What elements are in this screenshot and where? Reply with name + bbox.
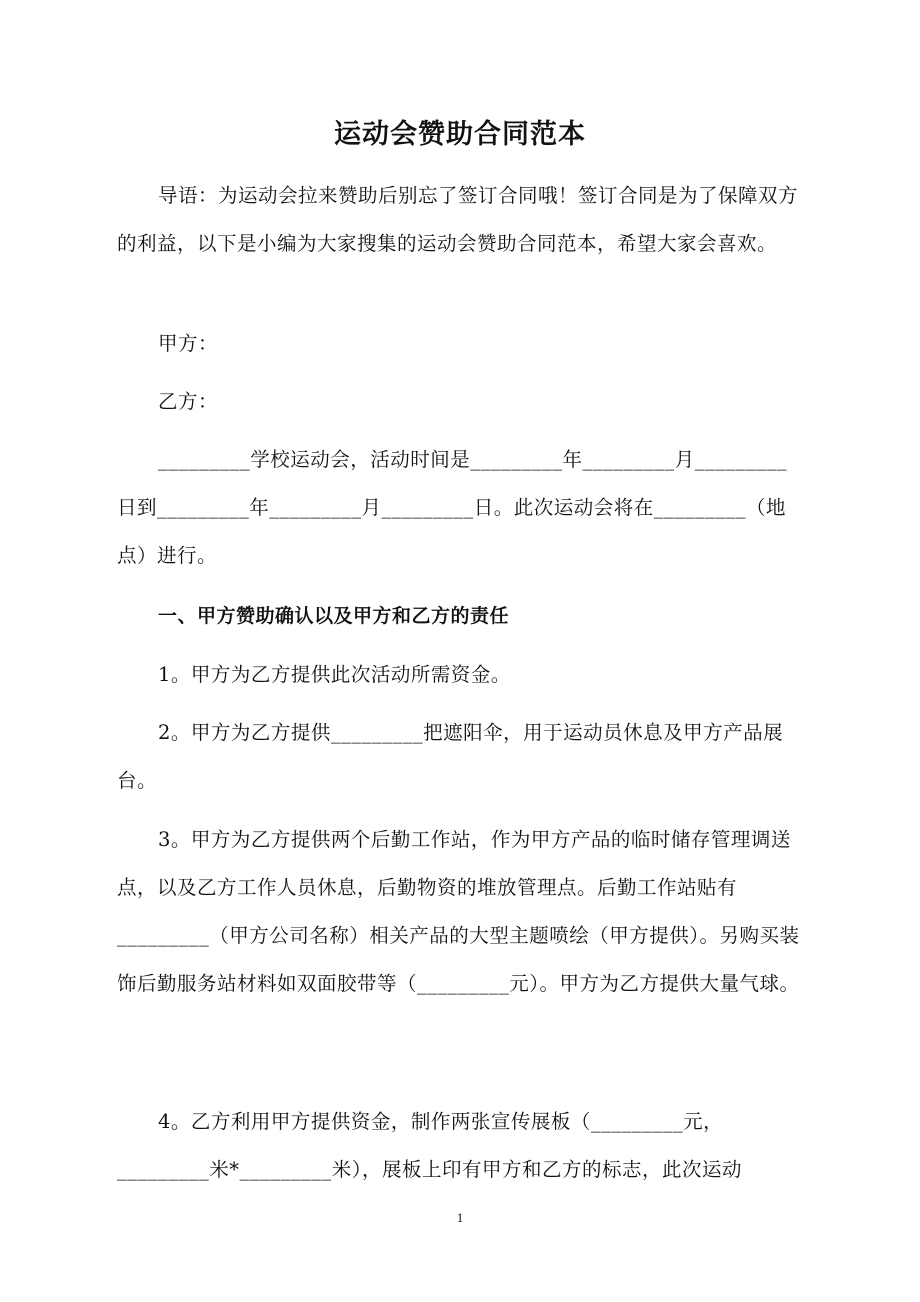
document-title: 运动会赞助合同范本 [334,119,586,150]
clause-4: 4。乙方利用甲方提供资金，制作两张宣传展板（_________元，_________米*_________米），展板上印有甲方和乙方的标志，此次运动 [117,1110,743,1181]
section-1-heading: 一、甲方赞助确认以及甲方和乙方的责任 [158,605,510,627]
clause-2: 2。甲方为乙方提供_________把遮阳伞，用于运动员休息及甲方产品展台。 [117,721,784,792]
page-number: 1 [456,1210,464,1225]
intro-paragraph: 导语：为运动会拉来赞助后别忘了签订合同哦！签订合同是为了保障双方的利益，以下是小编为大家搜集的运动会赞助合同范本，希望大家会喜欢。 [117,184,799,255]
clause-1: 1。甲方为乙方提供此次活动所需资金。 [158,663,511,686]
party-a-line: 甲方： [158,332,219,355]
party-b-line: 乙方： [158,390,219,413]
event-paragraph: _________学校运动会，活动时间是_________年_________月_________日到_________年_________月_________日。此次运动会将在_________（地点）进行。 [117,448,788,567]
clause-3: 3。甲方为乙方提供两个后勤工作站，作为甲方产品的临时储存管理调送点，以及乙方工作人员休息，后勤物资的堆放管理点。后勤工作站贴有_________（甲方公司名称）相关产品的大型主题喷绘（甲方提供）。另购买装饰后勤服务站材料如双面胶带等（_________元）。甲方为乙方提供大量气球。 [117,828,800,995]
